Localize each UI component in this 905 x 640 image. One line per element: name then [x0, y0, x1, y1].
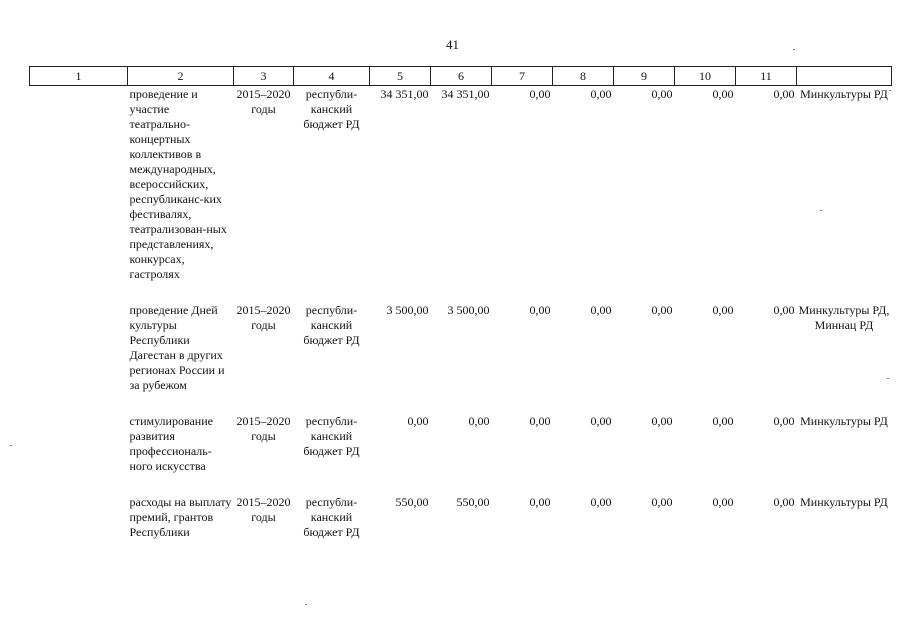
scan-speck	[10, 445, 12, 446]
table-row	[30, 302, 892, 393]
executor: Минкультуры РД	[800, 414, 888, 428]
value-col-9: 0,00	[651, 414, 673, 428]
activity-name: проведение и участие театрально-концертных коллективов в международных, всероссийских, республиканс-ких фестивалях, театрализован-ных представлениях, конкурсах, гастролях	[129, 87, 227, 281]
column-number: 10	[675, 67, 736, 86]
value-col-8: 0,00	[590, 414, 612, 428]
value-col-9: 0,00	[651, 303, 673, 317]
executor: Минкультуры РД	[800, 495, 888, 509]
value-col-11: 0,00	[773, 414, 795, 428]
period: 2015–2020 годы	[236, 303, 291, 332]
scan-speck	[887, 378, 889, 379]
column-number: 6	[431, 67, 492, 86]
value-col-6: 0,00	[468, 414, 490, 428]
activity-name: расходы на выплату премий, грантов Республики	[129, 495, 232, 539]
value-col-8: 0,00	[590, 303, 612, 317]
value-col-5: 0,00	[407, 414, 429, 428]
column-number-row	[30, 67, 892, 86]
empty-cell	[30, 413, 128, 474]
scan-speck	[305, 604, 307, 605]
value-col-11: 0,00	[773, 87, 795, 101]
empty-cell	[30, 302, 128, 393]
table-row	[30, 494, 892, 540]
scan-speck	[820, 210, 822, 211]
row-spacer	[30, 393, 892, 413]
value-col-8: 0,00	[590, 495, 612, 509]
value-col-9: 0,00	[651, 495, 673, 509]
program-table	[29, 66, 892, 540]
funding-source: республи-канский бюджет РД	[303, 414, 360, 458]
column-number: 2	[128, 67, 234, 86]
column-number: 8	[553, 67, 614, 86]
activity-name: стимулирование развития профессиональ-ного искусства	[129, 414, 213, 473]
value-col-8: 0,00	[590, 87, 612, 101]
empty-cell	[30, 86, 128, 283]
value-col-5: 550,00	[395, 495, 429, 509]
column-number: 1	[30, 67, 128, 86]
page-number: 41	[446, 37, 459, 52]
column-number: 4	[294, 67, 370, 86]
funding-source: республи-канский бюджет РД	[303, 495, 360, 539]
column-number: 9	[614, 67, 675, 86]
funding-source: республи-канский бюджет РД	[303, 303, 360, 347]
column-number: 5	[370, 67, 431, 86]
value-col-10: 0,00	[712, 87, 734, 101]
table-row	[30, 86, 892, 283]
value-col-11: 0,00	[773, 495, 795, 509]
value-col-10: 0,00	[712, 495, 734, 509]
value-col-10: 0,00	[712, 303, 734, 317]
column-number: 11	[736, 67, 797, 86]
value-col-9: 0,00	[651, 87, 673, 101]
table-row	[30, 413, 892, 474]
value-col-6: 34 351,00	[441, 87, 490, 101]
period: 2015–2020 годы	[236, 414, 291, 443]
row-spacer	[30, 474, 892, 494]
executor: Минкультуры РД	[800, 87, 888, 101]
value-col-7: 0,00	[529, 414, 551, 428]
period: 2015–2020 годы	[236, 495, 291, 524]
value-col-5: 3 500,00	[386, 303, 429, 317]
scan-speck	[889, 90, 891, 91]
scan-speck	[793, 49, 795, 50]
value-col-7: 0,00	[529, 303, 551, 317]
value-col-10: 0,00	[712, 414, 734, 428]
executor: Минкультуры РД, Миннац РД	[798, 303, 890, 332]
activity-name: проведение Дней культуры Республики Дагестан в других регионах России и за рубежом	[129, 303, 225, 392]
funding-source: республи-канский бюджет РД	[303, 87, 360, 131]
row-spacer	[30, 282, 892, 302]
value-col-7: 0,00	[529, 495, 551, 509]
value-col-11: 0,00	[773, 303, 795, 317]
column-number: 7	[492, 67, 553, 86]
empty-cell	[30, 494, 128, 540]
column-number	[797, 67, 892, 86]
column-number: 3	[234, 67, 294, 86]
value-col-6: 3 500,00	[447, 303, 490, 317]
value-col-5: 34 351,00	[380, 87, 429, 101]
period: 2015–2020 годы	[236, 87, 291, 116]
value-col-6: 550,00	[456, 495, 490, 509]
value-col-7: 0,00	[529, 87, 551, 101]
